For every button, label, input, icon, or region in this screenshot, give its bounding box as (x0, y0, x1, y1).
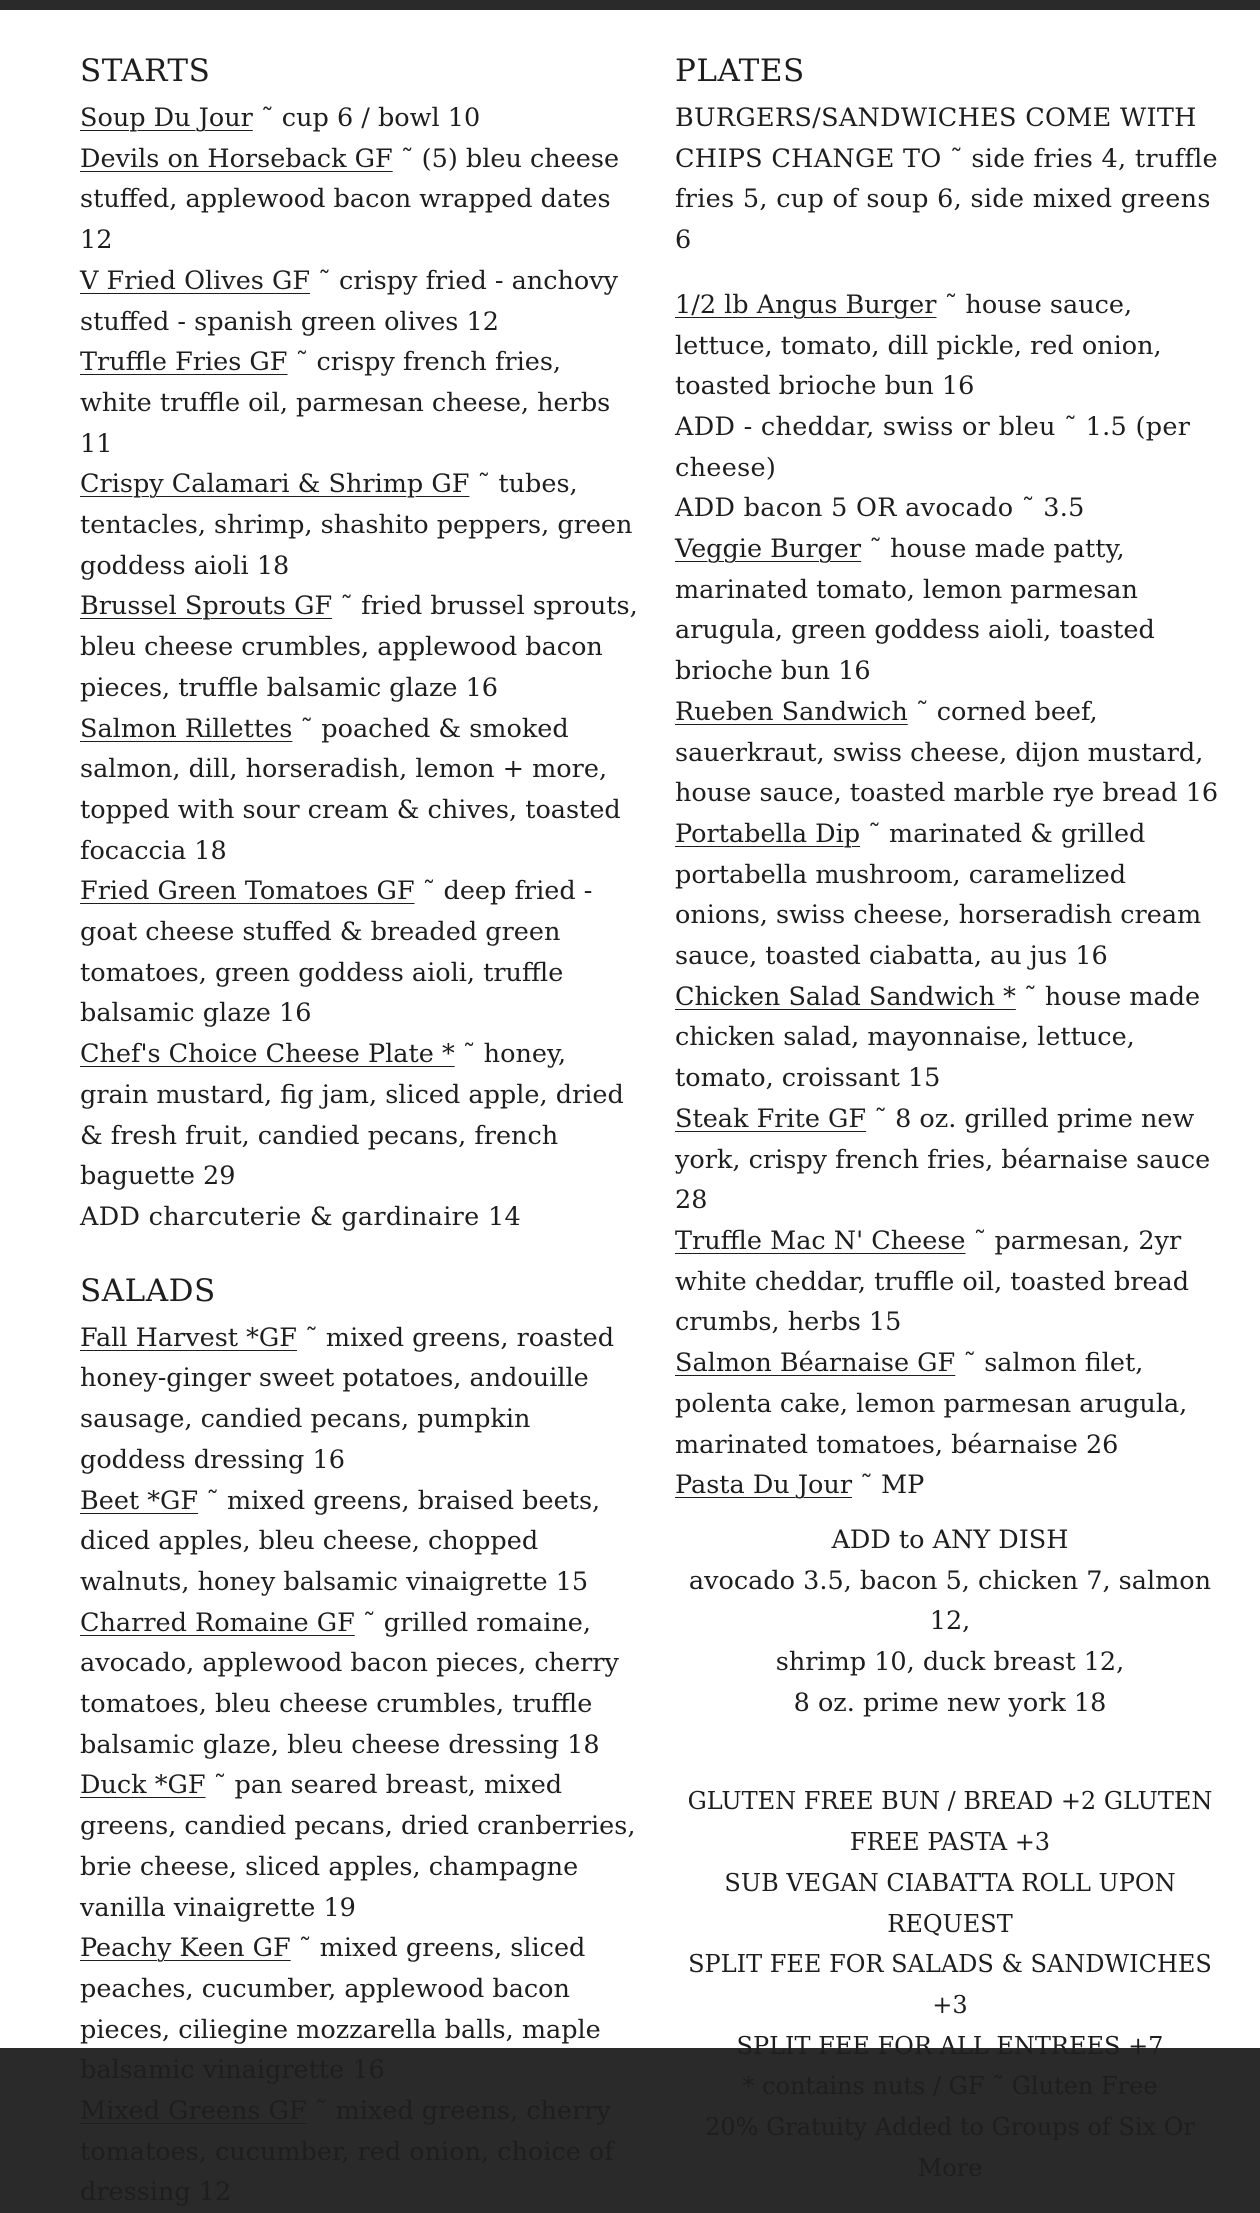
item-desc: ˜ cup 6 / bowl 10 (252, 103, 481, 133)
item-name: Fall Harvest *GF (80, 1322, 297, 1353)
item-name: Soup Du Jour (80, 103, 253, 133)
gratuity-note: 20% Gratuity Added to Groups of Six Or More (705, 2113, 1195, 2182)
spacer (675, 261, 1225, 285)
split-entrees-note: SPLIT FEE FOR ALL ENTREES +7 (736, 2031, 1164, 2060)
item-name: Pasta Du Jour (675, 1470, 853, 1501)
left-column (80, 44, 640, 2213)
item-desc: ˜ crispy french fries, white truffle oil, parmesan cheese, herbs 11 (80, 347, 611, 459)
salads-heading: SALADS (80, 1272, 216, 1309)
menu-item (675, 692, 1225, 814)
item-name: Chef's Choice Cheese Plate * (80, 1039, 455, 1070)
menu-item (675, 1221, 1225, 1343)
item-desc: ˜ mixed greens, sliced peaches, cucumber, applewood bacon pieces, ciliegine mozzarella balls, maple balsamic vinaigrette 16 (80, 1933, 601, 2086)
section-gap (80, 1238, 640, 1264)
item-desc: ˜ poached & smoked salmon, dill, horseradish, lemon + more, topped with sour cream & chives, toasted focaccia 18 (80, 713, 621, 866)
menu-item (80, 709, 640, 872)
item-name: Veggie Burger (675, 534, 862, 565)
starts-heading: STARTS (80, 53, 211, 89)
plates-heading: PLATES (675, 53, 805, 89)
item-name: Steak Frite GF (675, 1103, 867, 1134)
burger-add-cheese: ADD - cheddar, swiss or bleu ˜ 1.5 (per cheese) (675, 411, 1191, 483)
add-any-line: 8 oz. prime new york 18 (793, 1687, 1107, 1718)
menu-item (675, 1343, 1225, 1465)
item-desc: ˜ fried brussel sprouts, bleu cheese crumbles, applewood bacon pieces, truffle balsamic glaze 16 (80, 591, 638, 703)
item-desc: ˜ mixed greens, roasted honey-ginger sweet potatoes, andouille sausage, candied pecans, pumpkin goddess dressing 16 (80, 1322, 615, 1475)
plates-intro: BURGERS/SANDWICHES COME WITH CHIPS CHANGE TO ˜ side fries 4, truffle fries 5, cup of soup 6, side mixed greens 6 (675, 103, 1218, 256)
menu-item (80, 261, 640, 342)
add-any-title: ADD to ANY DISH (831, 1524, 1069, 1555)
item-desc: ˜ grilled romaine, avocado, applewood bacon pieces, cherry tomatoes, bleu cheese crumbles, truffle balsamic glaze, bleu cheese dressing 18 (80, 1607, 619, 1760)
item-desc: ˜ mixed greens, cherry tomatoes, cucumber, red onion, choice of dressing 12 (80, 2096, 614, 2208)
menu-notes (675, 1781, 1225, 2188)
item-name: Rueben Sandwich (675, 696, 908, 727)
item-desc: ˜ house sauce, lettuce, tomato, dill pickle, red onion, toasted brioche bun 16 (675, 289, 1162, 402)
item-name: Brussel Sprouts GF (80, 591, 333, 622)
split-salads-note: SPLIT FEE FOR SALADS & SANDWICHES +3 (688, 1950, 1212, 2019)
item-desc: ˜ house made patty, marinated tomato, lemon parmesan arugula, green goddess aioli, toasted brioche bun 16 (675, 534, 1155, 687)
item-desc: ˜ deep fried - goat cheese stuffed & breaded green tomatoes, green goddess aioli, truffle balsamic glaze 16 (80, 876, 593, 1029)
item-desc: ˜ corned beef, sauerkraut, swiss cheese, dijon mustard, house sauce, toasted marble rye bread 16 (675, 696, 1219, 809)
menu-item (80, 1928, 640, 2091)
right-column (675, 44, 1225, 2188)
menu-item (80, 586, 640, 708)
item-name: Charred Romaine GF (80, 1607, 355, 1638)
item-name: Devils on Horseback GF (80, 143, 393, 174)
item-name: Peachy Keen GF (80, 1933, 291, 1964)
menu-item (675, 285, 1225, 407)
vegan-note: SUB VEGAN CIABATTA ROLL UPON REQUEST (724, 1868, 1176, 1938)
menu-item (80, 1034, 640, 1197)
menu-item (80, 1481, 640, 1603)
menu-item (80, 871, 640, 1034)
gluten-free-note: GLUTEN FREE BUN / BREAD +2 GLUTEN FREE PASTA +3 (687, 1787, 1213, 1857)
menu-item (80, 1603, 640, 1766)
item-name: Mixed Greens GF (80, 2096, 307, 2127)
item-desc: ˜ crispy fried - anchovy stuffed - spanish green olives 12 (80, 265, 619, 337)
add-any-line: avocado 3.5, bacon 5, chicken 7, salmon 12, (688, 1565, 1212, 1637)
menu-item (675, 977, 1225, 1099)
menu-page (0, 10, 1260, 2208)
item-desc: ˜ salmon filet, polenta cake, lemon parmesan arugula, marinated tomatoes, béarnaise 26 (675, 1348, 1188, 1460)
item-desc: ˜ MP (852, 1470, 925, 1501)
menu-item (80, 1318, 640, 1481)
menu-item (80, 139, 640, 261)
menu-item (80, 464, 640, 586)
add-any-line: shrimp 10, duck breast 12, (775, 1647, 1125, 1678)
item-name: Salmon Rillettes (80, 713, 293, 744)
item-desc: ˜ parmesan, 2yr white cheddar, truffle oil, toasted bread crumbs, herbs 15 (675, 1225, 1190, 1338)
item-desc: ˜ honey, grain mustard, fig jam, sliced apple, dried & fresh fruit, candied pecans, french baguette 29 (80, 1039, 624, 1192)
item-desc: ˜ (5) bleu cheese stuffed, applewood bacon wrapped dates 12 (80, 143, 620, 256)
item-desc: ˜ 8 oz. grilled prime new york, crispy french fries, béarnaise sauce 28 (675, 1103, 1211, 1216)
add-any-dish (675, 1520, 1225, 1724)
item-desc: ˜ house made chicken salad, mayonnaise, lettuce, tomato, croissant 15 (675, 981, 1201, 1094)
item-name: Duck *GF (80, 1770, 206, 1801)
item-name: Chicken Salad Sandwich * (675, 981, 1016, 1012)
item-desc: ˜ pan seared breast, mixed greens, candied pecans, dried cranberries, brie cheese, sliced apples, champagne vanilla vinaigrette 19 (80, 1770, 636, 1923)
legend-note: * contains nuts / GF ˜ Gluten Free (742, 2072, 1158, 2101)
item-name: Portabella Dip (675, 818, 861, 849)
menu-item (80, 98, 640, 139)
item-name: Crispy Calamari & Shrimp GF (80, 469, 470, 500)
menu-item (675, 814, 1225, 977)
charcuterie-addon: ADD charcuterie & gardinaire 14 (80, 1201, 522, 1232)
burger-add-bacon: ADD bacon 5 OR avocado ˜ 3.5 (675, 493, 1085, 524)
menu-item (675, 1099, 1225, 1221)
menu-item (80, 1765, 640, 1928)
item-name: Salmon Béarnaise GF (675, 1348, 956, 1379)
item-name: 1/2 lb Angus Burger (675, 289, 937, 320)
item-name: Truffle Fries GF (80, 347, 288, 378)
menu-item (80, 2091, 640, 2213)
item-name: Truffle Mac N' Cheese (675, 1225, 966, 1256)
item-name: Beet *GF (80, 1485, 199, 1516)
item-desc: ˜ tubes, tentacles, shrimp, shashito peppers, green goddess aioli 18 (80, 469, 633, 581)
item-desc: ˜ mixed greens, braised beets, diced apples, bleu cheese, chopped walnuts, honey balsamic vinaigrette 15 (80, 1485, 601, 1597)
menu-item (675, 529, 1225, 692)
item-name: V Fried Olives GF (80, 265, 311, 296)
menu-item (80, 342, 640, 464)
item-desc: ˜ marinated & grilled portabella mushroom, caramelized onions, swiss cheese, horseradish cream sauce, toasted ciabatta, au jus 16 (675, 818, 1202, 972)
menu-item (675, 1465, 1225, 1506)
item-name: Fried Green Tomatoes GF (80, 876, 415, 907)
